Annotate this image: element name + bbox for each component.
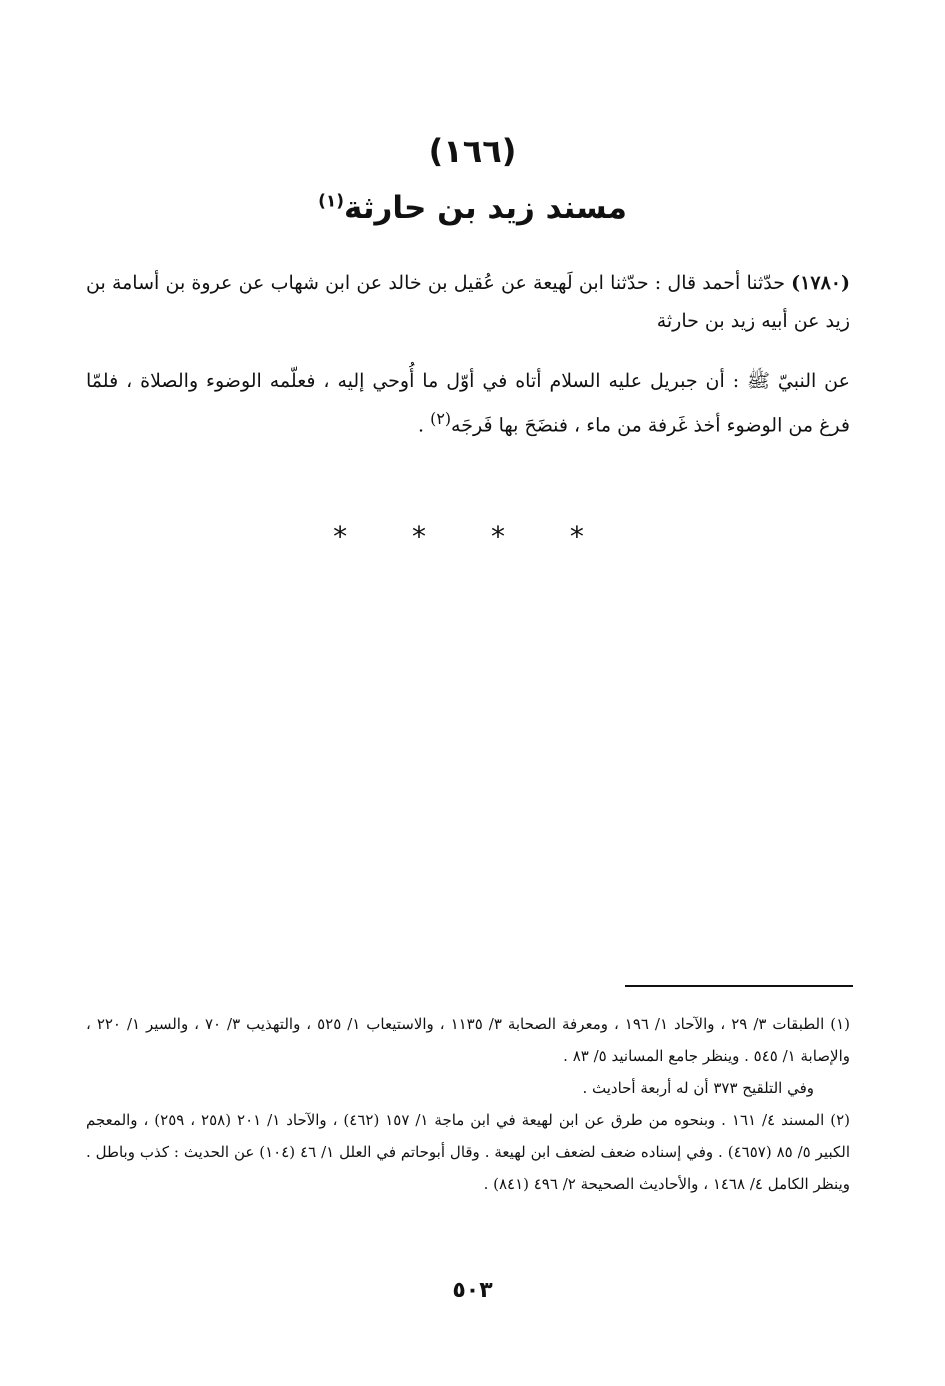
hadith-matn-end: . — [418, 414, 431, 437]
hadith-footnote-ref: (٢) — [430, 409, 452, 428]
hadith-isnad — [86, 264, 850, 340]
footnote-divider — [625, 985, 853, 987]
footnote-2: (٢) المسند ٤/ ١٦١ . وبنحوه من طرق عن ابن لهيعة في ابن ماجة ١/ ١٥٧ (٤٦٢) ، والآحاد ١/ ٢٠١ (٢٥٨ ، ٢٥٩) ، والمعجم الكبير ٥/ ٨٥ (٤٦٥٧) . وفي إسناده ضعف لضعف ابن لهيعة . وقال أبوحاتم في العلل ١/ ٤٦ (١٠٤) عن الحديث : كذب وباطل . وينظر الكامل ٤/ ١٤٦٨ ، والأحاديث الصحيحة ٢/ ٤٩٦ (٨٤١) . — [86, 1111, 850, 1193]
footnote-1-continuation: وفي التلقيح ٣٧٣ أن له أربعة أحاديث . — [582, 1079, 814, 1097]
hadith-isnad-text: حدّثنا أحمد قال : حدّثنا ابن لَهيعة عن عُقيل بن خالد عن ابن شهاب عن عروة بن أسامة بن زيد عن أبيه زيد بن حارثة — [86, 272, 850, 332]
footnotes — [86, 1008, 850, 1200]
hadith-matn — [86, 362, 850, 444]
footnote-1: (١) الطبقات ٣/ ٢٩ ، والآحاد ١/ ١٩٦ ، ومعرفة الصحابة ٣/ ١١٣٥ ، والاستيعاب ١/ ٥٢٥ ، والتهذيب ٣/ ٧٠ ، والسير ١/ ٢٢٠ ، والإصابة ١/ ٥٤٥ . وينظر جامع المسانيد ٥/ ٨٣ . — [86, 1015, 850, 1065]
hadith-matn-text: عن النبيّ ﷺ : أن جبريل عليه السلام أتاه في أوّل ما أُوحي إليه ، فعلّمه الوضوء والصلاة ، فلمّا فرغ من الوضوء أخذ غَرفة من ماء ، فنضَحَ بها فَرجَه — [86, 370, 850, 437]
section-title-text: مسند زيد بن حارثة — [344, 190, 627, 226]
hadith-number: (١٧٨٠) — [791, 272, 850, 294]
section-separator: * * * * — [333, 520, 612, 553]
section-number: (١٦٦) — [428, 132, 517, 170]
page-number: ٥٠٣ — [452, 1278, 493, 1303]
section-title — [0, 190, 945, 226]
section-title-footnote-ref: (١) — [318, 191, 345, 212]
